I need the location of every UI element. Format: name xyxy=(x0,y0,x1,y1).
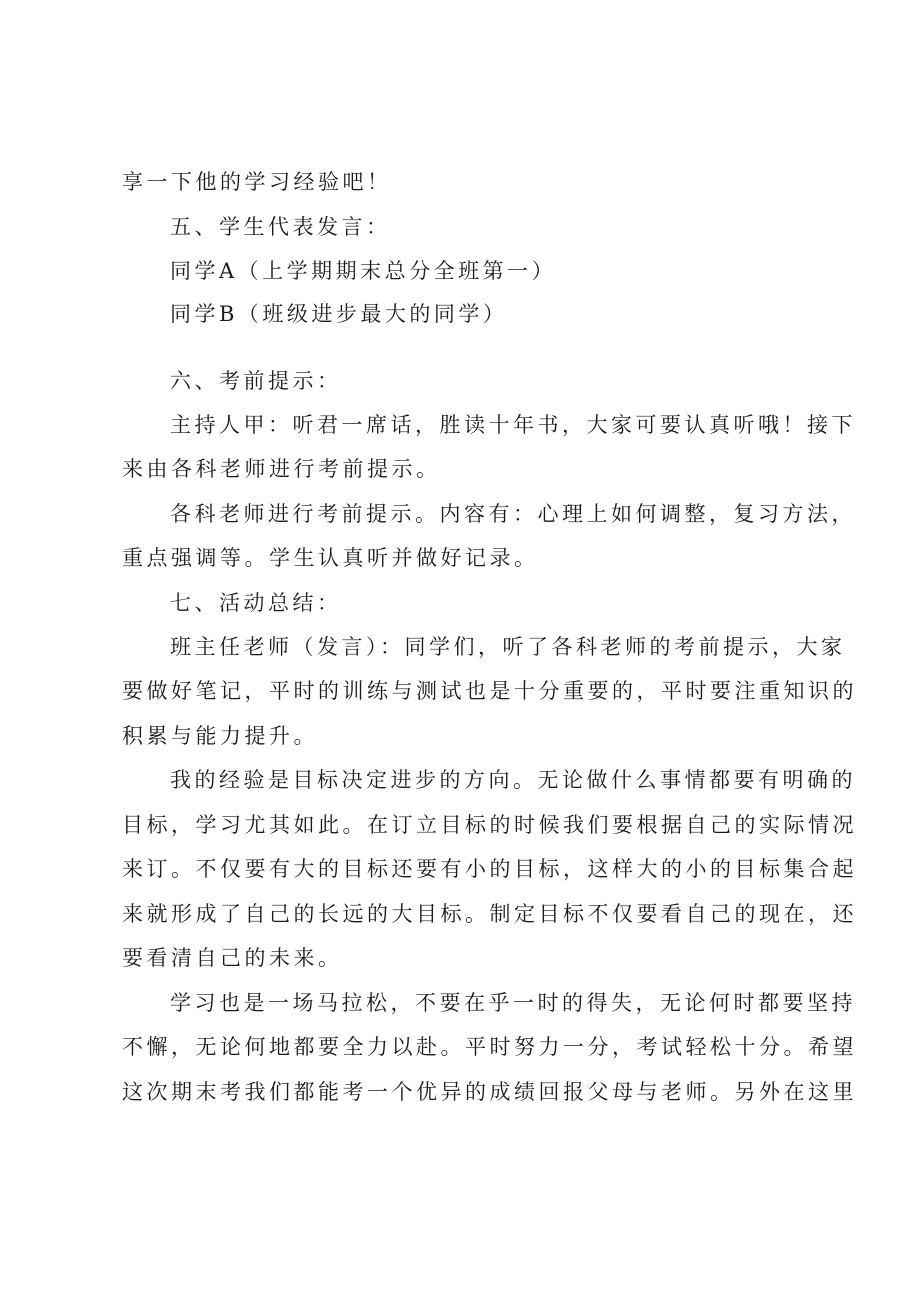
text-line: 同学B（班级进步最大的同学） xyxy=(170,302,508,326)
text-line: 目标，学习尤其如此。在订立目标的时候我们要根据自己的实际情况 xyxy=(122,813,857,837)
text-line: 重点强调等。学生认真听并做好记录。 xyxy=(122,546,539,570)
text-line: 学习也是一场马拉松，不要在乎一时的得失，无论何时都要坚持 xyxy=(170,991,856,1015)
section-heading: 六、考前提示： xyxy=(170,369,342,393)
text-line: 来就形成了自己的长远的大目标。制定目标不仅要看自己的现在，还 xyxy=(122,902,857,926)
section-heading: 五、学生代表发言： xyxy=(170,215,391,239)
text-line: 不懈，无论何地都要全力以赴。平时努力一分，考试轻松十分。希望 xyxy=(122,1035,857,1059)
text-line: 主持人甲：听君一席话，胜读十年书，大家可要认真听哦！接下 xyxy=(170,413,856,437)
text-line: 来订。不仅要有大的目标还要有小的目标，这样大的小的目标集合起 xyxy=(122,857,857,881)
text-line: 要看清自己的未来。 xyxy=(122,946,343,970)
text-line: 来由各科老师进行考前提示。 xyxy=(122,457,441,481)
text-line: 享一下他的学习经验吧！ xyxy=(122,170,392,194)
text-line: 积累与能力提升。 xyxy=(122,724,318,748)
text-line: 这次期末考我们都能考一个优异的成绩回报父母与老师。另外在这里 xyxy=(122,1080,857,1104)
text-line: 我的经验是目标决定进步的方向。无论做什么事情都要有明确的 xyxy=(170,768,856,792)
text-line: 各科老师进行考前提示。内容有：心理上如何调整，复习方法， xyxy=(170,502,856,526)
text-line: 要做好笔记，平时的训练与测试也是十分重要的，平时要注重知识的 xyxy=(122,679,857,703)
text-line: 同学A（上学期期末总分全班第一） xyxy=(170,259,557,283)
text-line: 班主任老师（发言）：同学们，听了各科老师的考前提示，大家 xyxy=(170,635,846,659)
section-heading: 七、活动总结： xyxy=(170,591,342,615)
